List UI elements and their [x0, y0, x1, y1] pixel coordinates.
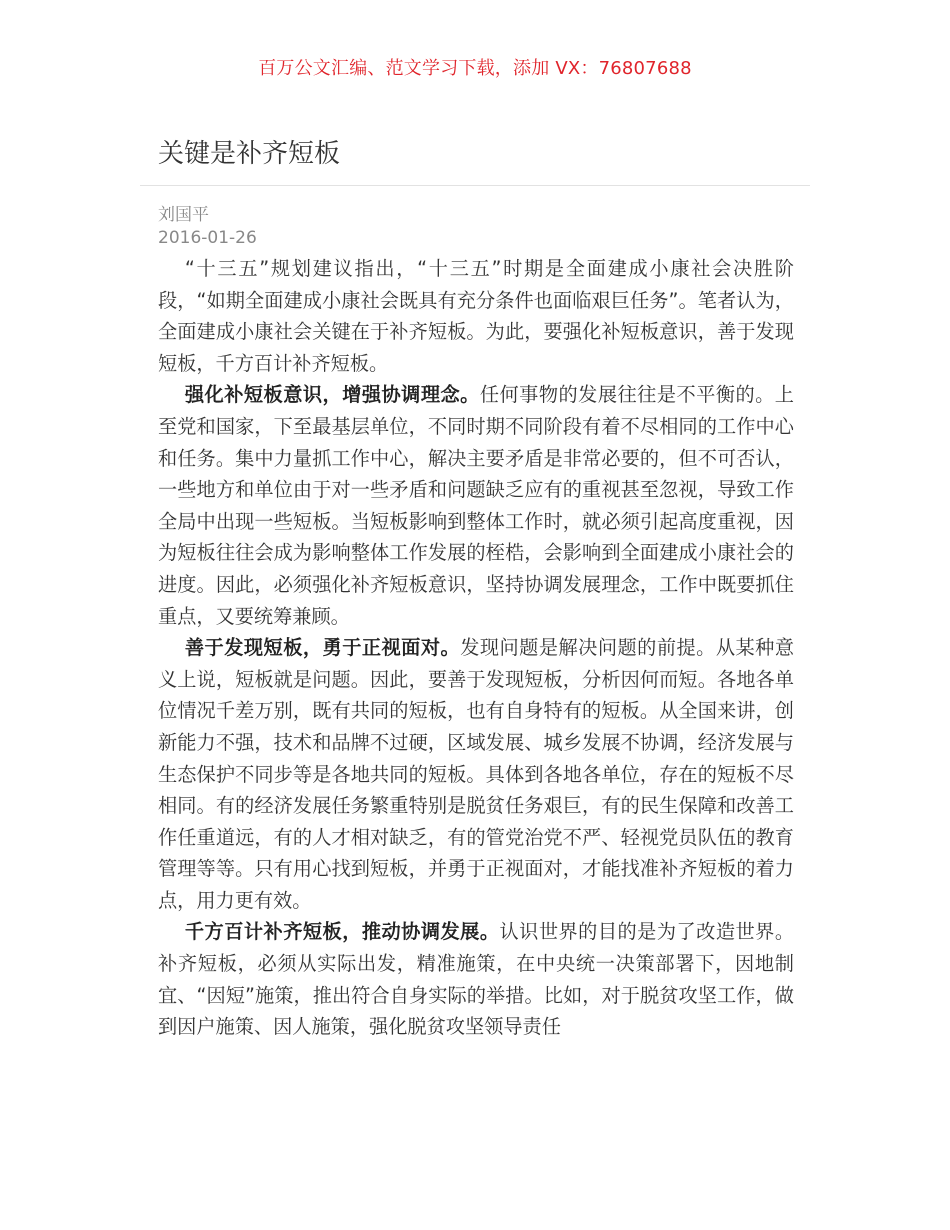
article-date: 2016-01-26	[158, 228, 257, 248]
paragraph-intro	[158, 253, 794, 379]
paragraph-heading: 千方百计补齐短板，推动协调发展。	[184, 920, 500, 944]
paragraph-heading: 善于发现短板，勇于正视面对。	[184, 636, 461, 660]
paragraph-text: 发现问题是解决问题的前提。从某种意义上说，短板就是问题。因此，要善于发现短板，分析因何而短。各地各单位情况千差万别，既有共同的短板，也有自身特有的短板。从全国来讲，创新能力不强，技术和品牌不过硬，区域发展、城乡发展不协调，经济发展与生态保护不同步等是各地共同的短板。具体到各地各单位，存在的短板不尽相同。有的经济发展任务繁重特别是脱贫任务艰巨，有的民生保障和改善工作任重道远，有的人才相对缺乏，有的管党治党不严、轻视党员队伍的教育管理等等。只有用心找到短板，并勇于正视面对，才能找准补齐短板的着力点，用力更有效。	[158, 636, 795, 912]
paragraph-text: 任何事物的发展往往是不平衡的。上至党和国家，下至最基层单位，不同时期不同阶段有着不尽相同的工作中心和任务。集中力量抓工作中心，解决主要矛盾是非常必要的，但不可否认，一些地方和单位由于对一些矛盾和问题缺乏应有的重视甚至忽视，导致工作全局中出现一些短板。当短板影响到整体工作时，就必须引起高度重视，因为短板往往会成为影响整体工作发展的桎梏，会影响到全面建成小康社会的进度。因此，必须强化补齐短板意识，坚持协调发展理念，工作中既要抓住重点，又要统筹兼顾。	[158, 383, 794, 628]
paragraph-awareness	[158, 379, 794, 632]
paragraph-text: 认识世界的目的是为了改造世界。补齐短板，必须从实际出发，精准施策，在中央统一决策部署下，因地制宜、“因短”施策，推出符合自身实际的举措。比如，对于脱贫攻坚工作，做到因户施策、因人施策，强化脱贫攻坚领导责任	[158, 920, 795, 1039]
article-title: 关键是补齐短板	[158, 139, 341, 169]
paragraph-heading: 强化补短板意识，增强协调理念。	[184, 383, 480, 407]
paragraph-discover	[158, 632, 794, 916]
article-author: 刘国平	[158, 205, 209, 225]
article-body	[158, 253, 794, 1043]
paragraph-text: “十三五”规划建议指出，“十三五”时期是全面建成小康社会决胜阶段，“如期全面建成小康社会既具有充分条件也面临艰巨任务”。笔者认为，全面建成小康社会关键在于补齐短板。为此，要强化补短板意识，善于发现短板，千方百计补齐短板。	[158, 257, 794, 375]
paragraph-fix	[158, 916, 794, 1042]
promo-banner: 百万公文汇编、范文学习下载，添加 VX：76807688	[258, 58, 692, 79]
title-divider	[140, 185, 810, 186]
